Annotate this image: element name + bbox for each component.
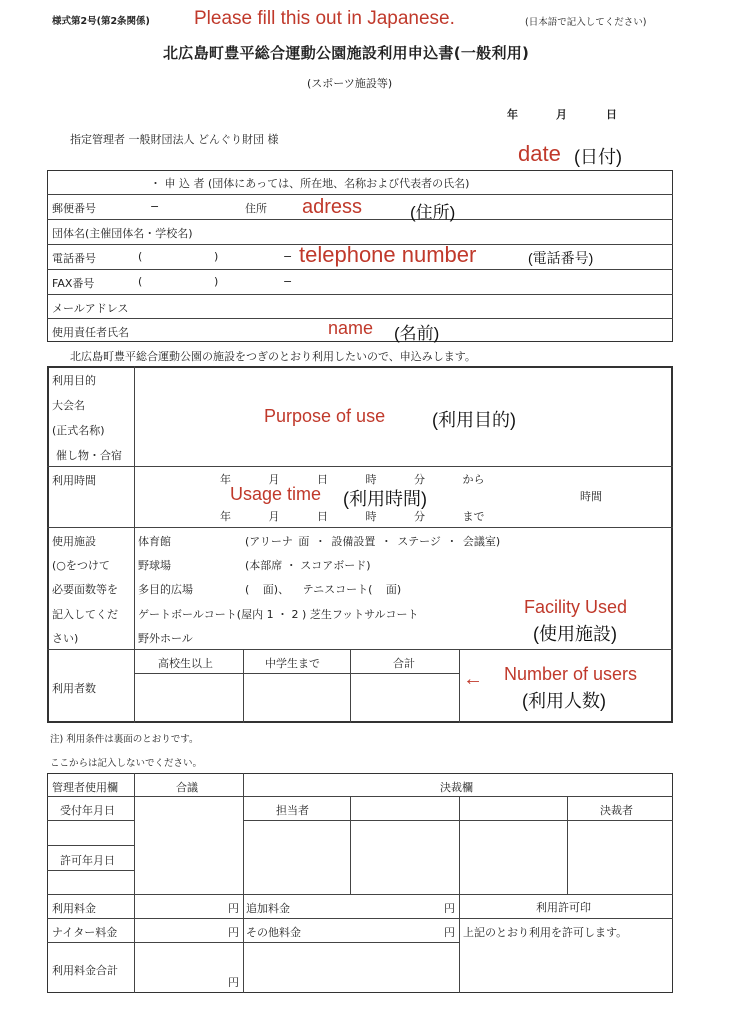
purpose-label-2: 大会名 xyxy=(52,399,85,412)
purpose-label-3: (正式名称) xyxy=(52,424,105,437)
addressee: 指定管理者 一般財団法人 どんぐり財団 様 xyxy=(70,133,279,146)
page-title: 北広島町豊平総合運動公園施設利用申込書(一般利用) xyxy=(163,44,530,62)
facility-gateball: ゲートボールコート(屋内 1 ・ 2 ) 芝生フットサルコート xyxy=(138,608,419,621)
address-en: adress xyxy=(302,196,363,218)
applicant-header: ・ 申 込 者 (団体にあっては、所在地、名称および代表者の氏名) xyxy=(150,177,470,190)
facility-gym-detail: (アリーナ 面 ・ 設備設置 ・ ステージ ・ 会議室) xyxy=(245,535,501,548)
statement: 北広島町豊平総合運動公園の施設をつぎのとおり利用したいので、申込みします。 xyxy=(70,350,476,363)
fee-label: 利用料金 xyxy=(52,902,96,915)
facility-outdoor-hall: 野外ホール xyxy=(138,632,193,645)
users-col-total: 合計 xyxy=(393,657,415,670)
received-date-label: 受付年月日 xyxy=(60,804,115,817)
in-charge-label: 担当者 xyxy=(276,804,309,817)
decision-label: 決裁欄 xyxy=(440,781,473,794)
phone-en: telephone number xyxy=(299,242,477,267)
facility-gym: 体育館 xyxy=(138,535,171,548)
phone-open-paren: ( xyxy=(138,250,143,263)
purpose-en: Purpose of use xyxy=(264,406,386,426)
purpose-label-4: 催し物・合宿 xyxy=(56,449,122,462)
extra-fee-label: 追加料金 xyxy=(246,902,290,915)
facility-en: Facility Used xyxy=(524,597,628,617)
purpose-jp: (利用目的) xyxy=(432,410,516,430)
users-col-high-school: 高校生以上 xyxy=(158,657,213,670)
time-label: 利用時間 xyxy=(52,474,96,487)
email-label: メールアドレス xyxy=(52,302,129,315)
facility-jp: (使用施設) xyxy=(533,624,617,644)
facility-label-5: さい) xyxy=(52,632,79,645)
facility-label-2: (○をつけて xyxy=(52,559,110,572)
facility-multipurpose: 多目的広場 xyxy=(138,583,193,596)
phone-jp: (電話番号) xyxy=(528,250,594,266)
permit-stamp-label: 利用許可印 xyxy=(536,901,591,914)
time-en: Usage time xyxy=(230,484,322,504)
fax-close-paren: ) xyxy=(214,275,219,288)
fax-dash: − xyxy=(283,275,293,288)
other-fee-label: その他料金 xyxy=(246,926,301,939)
postal-dash: − xyxy=(150,200,160,213)
phone-label: 電話番号 xyxy=(52,252,96,265)
day-label: 日 xyxy=(606,108,617,121)
year-label: 年 xyxy=(507,108,518,121)
date-en: date xyxy=(518,141,561,166)
approver-label: 決裁者 xyxy=(600,804,633,817)
instruction-jp: (日本語で記入してください) xyxy=(525,17,647,28)
name-label: 使用責任者氏名 xyxy=(52,326,129,339)
time-from-row: 年 月 日 時 分 から xyxy=(220,473,485,486)
phone-close-paren: ) xyxy=(214,250,219,263)
time-jp: (利用時間) xyxy=(343,489,427,509)
total-fee-label: 利用料金合計 xyxy=(52,964,118,977)
facility-baseball: 野球場 xyxy=(138,559,171,572)
facility-label-3: 必要面数等を xyxy=(52,583,118,596)
facility-label-4: 記入してくだ xyxy=(52,608,118,621)
time-until-row: 年 月 日 時 分 まで xyxy=(220,510,485,523)
address-label: 住所 xyxy=(245,202,267,215)
org-label: 団体名(主催団体名・学校名) xyxy=(52,227,193,240)
facility-multipurpose-detail: ( 面)、 テニスコート( 面) xyxy=(245,583,402,596)
extra-fee-yen: 円 xyxy=(444,902,455,915)
users-col-junior: 中学生まで xyxy=(265,657,320,670)
form-number: 様式第2号(第2条関係) xyxy=(52,16,150,27)
facility-label-1: 使用施設 xyxy=(52,535,96,548)
fax-open-paren: ( xyxy=(138,275,143,288)
permit-date-label: 許可年月日 xyxy=(60,854,115,867)
admin-table xyxy=(47,773,673,993)
phone-dash: − xyxy=(283,250,293,263)
night-fee-label: ナイター料金 xyxy=(52,926,118,939)
users-en: Number of users xyxy=(504,664,638,684)
other-fee-yen: 円 xyxy=(444,926,455,939)
users-label: 利用者数 xyxy=(52,682,96,695)
time-hours: 時間 xyxy=(580,490,602,503)
month-label: 月 xyxy=(556,108,567,121)
facility-baseball-detail: (本部席 ・ スコアボード) xyxy=(245,559,371,572)
permit-statement: 上記のとおり利用を許可します。 xyxy=(463,926,628,939)
fee-yen: 円 xyxy=(228,902,239,915)
purpose-label-1: 利用目的 xyxy=(52,374,96,387)
date-jp: (日付) xyxy=(574,147,622,167)
admin-use-label: 管理者使用欄 xyxy=(52,781,118,794)
users-arrow-icon: ← xyxy=(463,668,483,690)
instruction-en: Please fill this out in Japanese. xyxy=(194,8,455,29)
name-jp: (名前) xyxy=(394,324,440,343)
note-do-not-fill: ここからは記入しないでください。 xyxy=(50,758,203,769)
total-fee-yen: 円 xyxy=(228,976,239,989)
night-fee-yen: 円 xyxy=(228,926,239,939)
fax-label: FAX番号 xyxy=(52,277,95,290)
address-jp: (住所) xyxy=(410,203,456,222)
postal-label: 郵便番号 xyxy=(52,202,96,215)
name-en: name xyxy=(328,318,374,338)
page-subtitle: (スポーツ施設等) xyxy=(307,77,393,90)
users-jp: (利用人数) xyxy=(522,691,606,711)
consult-label: 合議 xyxy=(176,781,198,794)
note-conditions: 注) 利用条件は裏面のとおりです。 xyxy=(50,734,199,745)
